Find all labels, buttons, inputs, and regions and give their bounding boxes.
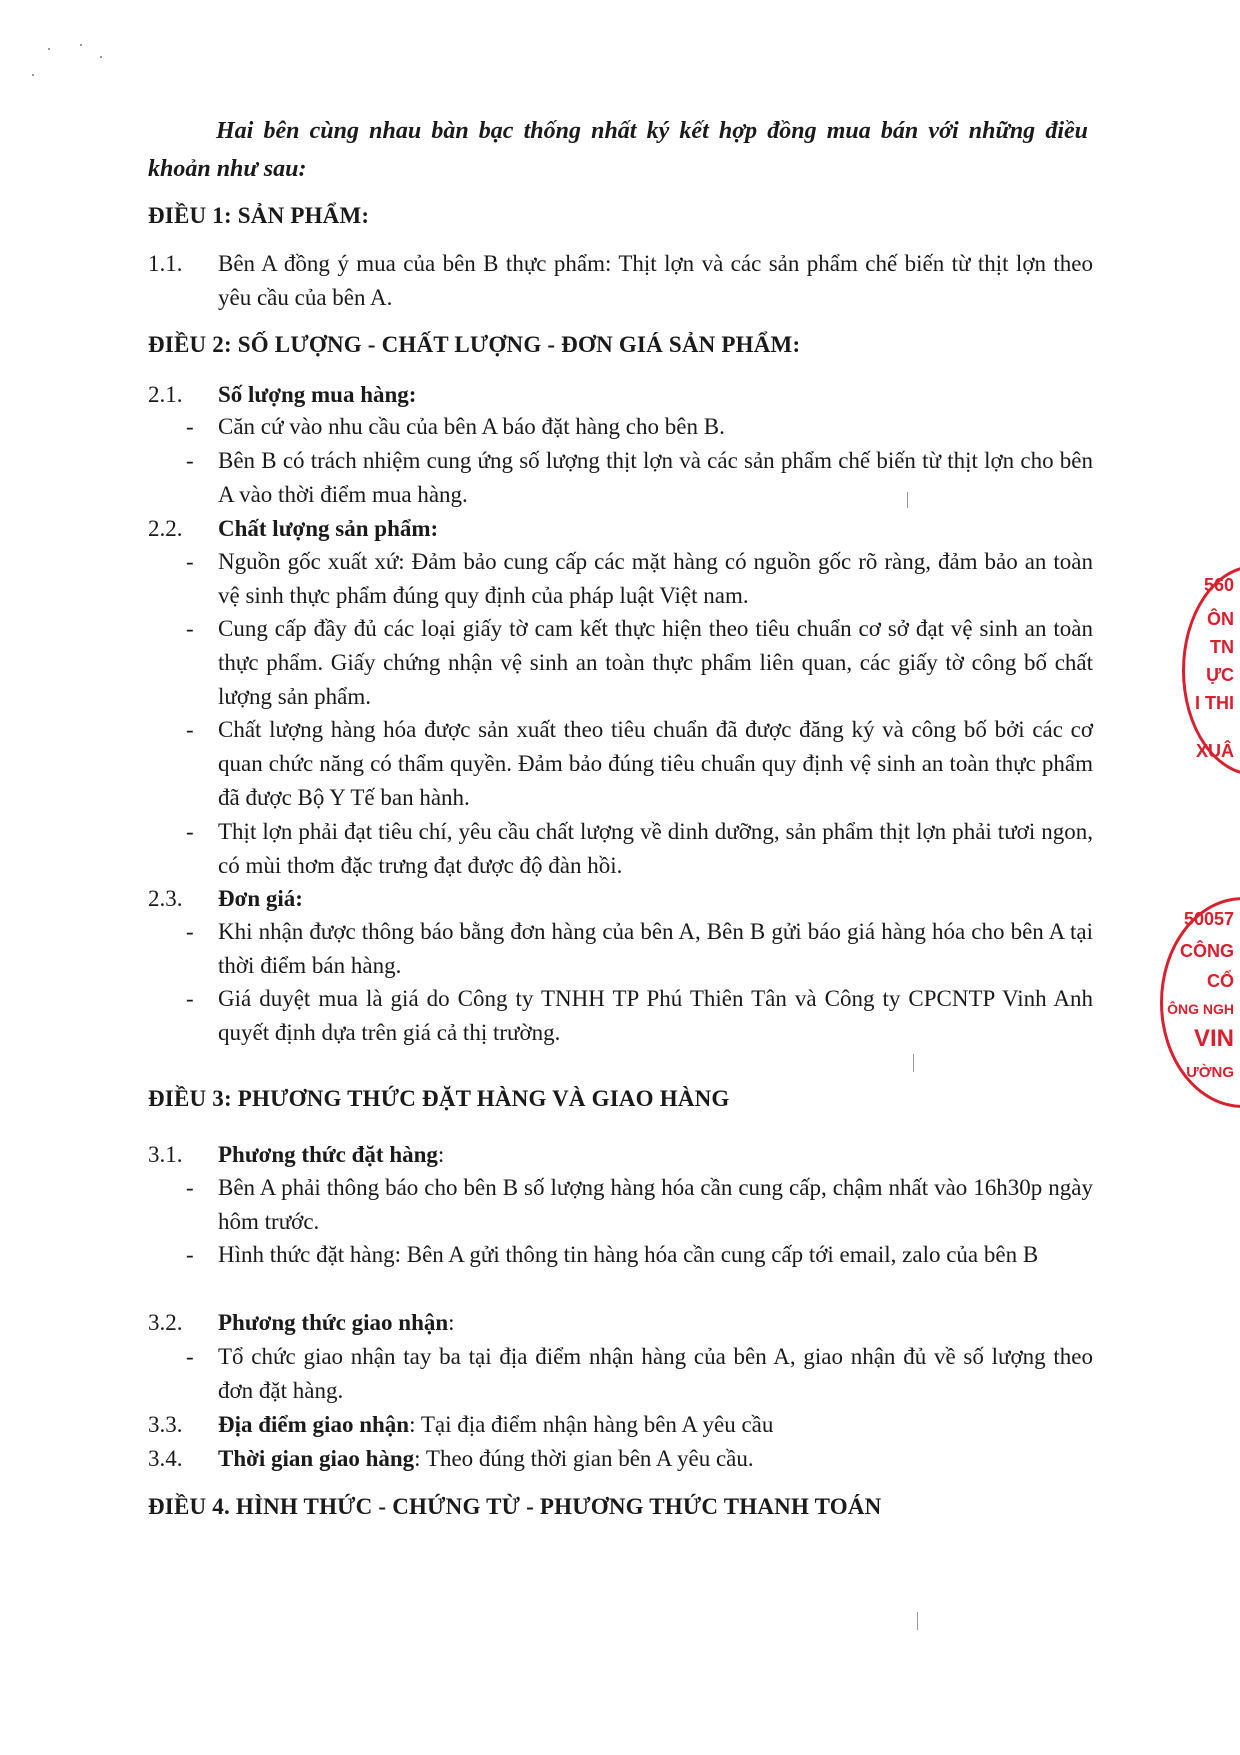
bullet-dash: - bbox=[186, 448, 194, 473]
stamp-text: ƯỜNG bbox=[1186, 1064, 1234, 1081]
bullet-dash: - bbox=[186, 549, 194, 574]
stamp-text: 50057 bbox=[1183, 909, 1234, 929]
stamp-text: VIN bbox=[1193, 1025, 1234, 1052]
clause-number: 3.2. bbox=[148, 1310, 183, 1335]
stamp-text: TN bbox=[1210, 637, 1234, 657]
bullet-text: Cung cấp đầy đủ các loại giấy tờ cam kết thực hiện theo tiêu chuẩn cơ sở đạt vệ sinh an toàn thực phẩm. Giấy chứng nhận vệ sinh an toàn thực phẩm liên quan, các giấy tờ công bố chất lượng sản phẩm. bbox=[218, 616, 1093, 709]
bullet-dash: - bbox=[186, 1242, 194, 1267]
article-2-heading: ĐIỀU 2: SỐ LƯỢNG - CHẤT LƯỢNG - ĐƠN GIÁ SẢN PHẨM: bbox=[148, 332, 801, 357]
bullet-text: Bên A phải thông báo cho bên B số lượng hàng hóa cần cung cấp, chậm nhất vào 16h30p ngày hôm trước. bbox=[218, 1175, 1093, 1234]
bullet-dash: - bbox=[186, 819, 194, 844]
bullet-text: Chất lượng hàng hóa được sản xuất theo tiêu chuẩn đã được đăng ký và công bố bởi các cơ quan chức năng có thẩm quyền. Đảm bảo đúng tiêu chuẩn quy định vệ sinh an toàn thực phẩm đã được Bộ Y Tế ban hành. bbox=[218, 717, 1093, 810]
colon: : bbox=[448, 1310, 455, 1335]
bullet-text: Giá duyệt mua là giá do Công ty TNHH TP Phú Thiên Tân và Công ty CPCNTP Vinh Anh quyết định dựa trên giá cả thị trường. bbox=[218, 986, 1093, 1045]
clause-text: Theo đúng thời gian bên A yêu cầu. bbox=[425, 1446, 754, 1471]
clause-title: Phương thức đặt hàng bbox=[218, 1142, 438, 1167]
bullet-dash: - bbox=[186, 616, 194, 641]
bullet-dash: - bbox=[186, 919, 194, 944]
stamp-text: ỰC bbox=[1206, 665, 1234, 685]
clause-title: Chất lượng sản phẩm: bbox=[218, 516, 439, 541]
bullet-text: Bên B có trách nhiệm cung ứng số lượng thịt lợn và các sản phẩm chế biến từ thịt lợn cho bên A vào thời điểm mua hàng. bbox=[218, 448, 1093, 507]
stamp-text: CÔNG bbox=[1180, 941, 1234, 961]
colon: : bbox=[409, 1412, 416, 1437]
clause-title: Phương thức giao nhận bbox=[218, 1310, 449, 1335]
scan-speck bbox=[32, 74, 34, 76]
bullet-dash: - bbox=[186, 986, 194, 1011]
clause-number: 3.1. bbox=[148, 1142, 183, 1167]
bullet-dash: - bbox=[186, 1175, 194, 1200]
colon: : bbox=[414, 1446, 421, 1471]
bullet-text: Căn cứ vào nhu cầu của bên A báo đặt hàng cho bên B. bbox=[218, 414, 725, 439]
clause-number: 2.3. bbox=[148, 886, 183, 911]
stamp-text: I THI bbox=[1195, 693, 1234, 713]
bullet-text: Thịt lợn phải đạt tiêu chí, yêu cầu chất lượng về dinh dưỡng, sản phẩm thịt lợn phải tươi ngon, có mùi thơm đặc trưng đạt được độ đàn hồi. bbox=[218, 819, 1093, 878]
scan-speck bbox=[100, 56, 102, 58]
scan-mark bbox=[913, 1054, 914, 1072]
clause-title: Đơn giá: bbox=[218, 886, 303, 911]
bullet-dash: - bbox=[186, 1344, 194, 1369]
clause-text: Bên A đồng ý mua của bên B thực phẩm: Thịt lợn và các sản phẩm chế biến từ thịt lợn theo yêu cầu của bên A. bbox=[218, 251, 1093, 310]
red-stamp-partial-1 bbox=[1176, 565, 1240, 785]
stamp-text: XUÂ bbox=[1195, 741, 1234, 761]
stamp-text: CỔ bbox=[1207, 971, 1234, 991]
stamp-text: ÔN bbox=[1207, 609, 1234, 629]
stamp-text: 560 bbox=[1203, 575, 1234, 595]
article-4-heading: ĐIỀU 4. HÌNH THỨC - CHỨNG TỪ - PHƯƠNG THỨC THANH TOÁN bbox=[148, 1494, 882, 1519]
scan-speck bbox=[48, 48, 50, 50]
article-3-heading: ĐIỀU 3: PHƯƠNG THỨC ĐẶT HÀNG VÀ GIAO HÀNG bbox=[148, 1086, 730, 1111]
clause-number: 1.1. bbox=[148, 251, 183, 276]
clause-number: 3.3. bbox=[148, 1412, 183, 1437]
bullet-text: Hình thức đặt hàng: Bên A gửi thông tin hàng hóa cần cung cấp tới email, zalo của bên B bbox=[218, 1242, 1039, 1267]
bullet-text: Nguồn gốc xuất xứ: Đảm bảo cung cấp các mặt hàng có nguồn gốc rõ ràng, đảm bảo an toàn vệ sinh thực phẩm đúng quy định của pháp luật Việt nam. bbox=[218, 549, 1093, 608]
clause-title: Địa điểm giao nhận bbox=[218, 1412, 410, 1437]
clause-number: 2.2. bbox=[148, 516, 183, 541]
clause-number: 3.4. bbox=[148, 1446, 183, 1471]
stamp-text: ÔNG NGH bbox=[1167, 1001, 1234, 1017]
scan-mark bbox=[917, 1612, 918, 1630]
bullet-dash: - bbox=[186, 414, 194, 439]
bullet-text: Tổ chức giao nhận tay ba tại địa điểm nhận hàng của bên A, giao nhận đủ về số lượng theo đơn đặt hàng. bbox=[218, 1344, 1093, 1403]
clause-text: Tại địa điểm nhận hàng bên A yêu cầu bbox=[420, 1412, 774, 1437]
bullet-dash: - bbox=[186, 717, 194, 742]
clause-number: 2.1. bbox=[148, 382, 183, 407]
intro-paragraph: Hai bên cùng nhau bàn bạc thống nhất ký kết hợp đồng mua bán với những điều khoản như sau: bbox=[148, 118, 1088, 182]
colon: : bbox=[437, 1142, 445, 1167]
bullet-text: Khi nhận được thông báo bằng đơn hàng của bên A, Bên B gửi báo giá hàng hóa cho bên A tại thời điểm bán hàng. bbox=[218, 919, 1093, 978]
red-stamp-partial-2 bbox=[1154, 895, 1240, 1115]
scan-speck bbox=[80, 44, 82, 46]
article-1-heading: ĐIỀU 1: SẢN PHẨM: bbox=[148, 203, 370, 228]
clause-title: Số lượng mua hàng: bbox=[218, 382, 417, 407]
clause-title: Thời gian giao hàng bbox=[218, 1446, 415, 1471]
